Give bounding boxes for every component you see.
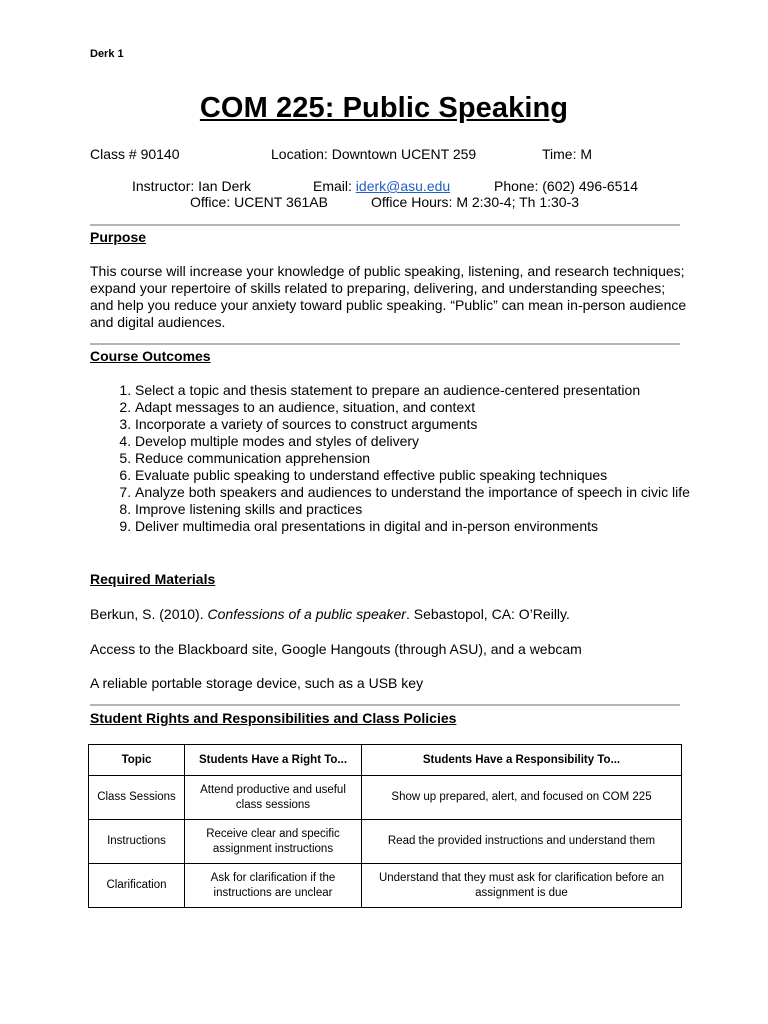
- instructor-phone: Phone: (602) 496-6514: [494, 178, 638, 194]
- book-author: Berkun, S. (2010).: [90, 606, 208, 622]
- purpose-text: This course will increase your knowledge of public speaking, listening, and research techniques; expand your repertoire of skills related to preparing, delivering, and understanding speeches; and help you reduce your anxiety toward public speaking. “Public” can mean in-person audience and digital audiences.: [90, 263, 687, 330]
- table-cell: Read the provided instructions and understand them: [362, 820, 682, 864]
- outcomes-list: [90, 382, 695, 535]
- storage-requirement: A reliable portable storage device, such as a USB key: [90, 675, 424, 691]
- materials-heading: Required Materials: [90, 571, 216, 587]
- table-cell: Instructions: [89, 820, 185, 864]
- class-number: Class # 90140: [90, 146, 180, 162]
- list-item: 8. Improve listening skills and practices: [135, 501, 695, 518]
- instructor-office: Office: UCENT 361AB: [190, 194, 328, 210]
- list-item: 9. Deliver multimedia oral presentations in digital and in-person environments: [135, 518, 695, 535]
- divider: [90, 224, 680, 226]
- table-cell: Show up prepared, alert, and focused on COM 225: [362, 776, 682, 820]
- office-hours: Office Hours: M 2:30-4; Th 1:30-3: [371, 194, 580, 210]
- running-head: Derk 1: [90, 48, 124, 60]
- table-cell: Clarification: [89, 864, 185, 908]
- table-row: [89, 776, 682, 820]
- email-link[interactable]: iderk@asu.edu: [355, 178, 451, 194]
- policies-table: [88, 744, 682, 908]
- outcomes-heading: Course Outcomes: [90, 348, 211, 364]
- column-header: Students Have a Responsibility To...: [362, 745, 682, 776]
- purpose-heading: Purpose: [90, 229, 147, 245]
- table-row: [89, 820, 682, 864]
- instructor-email: [313, 178, 450, 194]
- textbook-citation: [90, 606, 570, 622]
- column-header: Topic: [89, 745, 185, 776]
- table-cell: Receive clear and specific assignment instructions: [185, 820, 362, 864]
- policies-heading: Student Rights and Responsibilities and Class Policies: [90, 710, 457, 726]
- list-item: 1. Select a topic and thesis statement to prepare an audience-centered presentation: [135, 382, 695, 399]
- list-item: 7. Analyze both speakers and audiences to understand the importance of speech in civic life: [135, 484, 695, 501]
- column-header: Students Have a Right To...: [185, 745, 362, 776]
- table-cell: Class Sessions: [89, 776, 185, 820]
- list-item: 2. Adapt messages to an audience, situation, and context: [135, 399, 695, 416]
- page-title: COM 225: Public Speaking: [199, 92, 569, 124]
- table-row: [89, 864, 682, 908]
- table-header-row: [89, 745, 682, 776]
- list-item: 5. Reduce communication apprehension: [135, 450, 695, 467]
- divider: [90, 343, 680, 345]
- list-item: 3. Incorporate a variety of sources to construct arguments: [135, 416, 695, 433]
- list-item: 6. Evaluate public speaking to understand effective public speaking techniques: [135, 467, 695, 484]
- list-item: 4. Develop multiple modes and styles of delivery: [135, 433, 695, 450]
- class-location: Location: Downtown UCENT 259: [271, 146, 477, 162]
- table-cell: Ask for clarification if the instructions are unclear: [185, 864, 362, 908]
- class-time: Time: M: [542, 146, 593, 162]
- instructor-name: Instructor: Ian Derk: [132, 178, 252, 194]
- table-cell: Understand that they must ask for clarification before an assignment is due: [362, 864, 682, 908]
- table-cell: Attend productive and useful class sessions: [185, 776, 362, 820]
- access-requirement: Access to the Blackboard site, Google Hangouts (through ASU), and a webcam: [90, 641, 582, 657]
- divider: [90, 704, 680, 706]
- book-title: Confessions of a public speaker: [207, 606, 406, 622]
- book-publisher: . Sebastopol, CA: O’Reilly.: [405, 606, 570, 622]
- email-label: Email:: [313, 178, 356, 194]
